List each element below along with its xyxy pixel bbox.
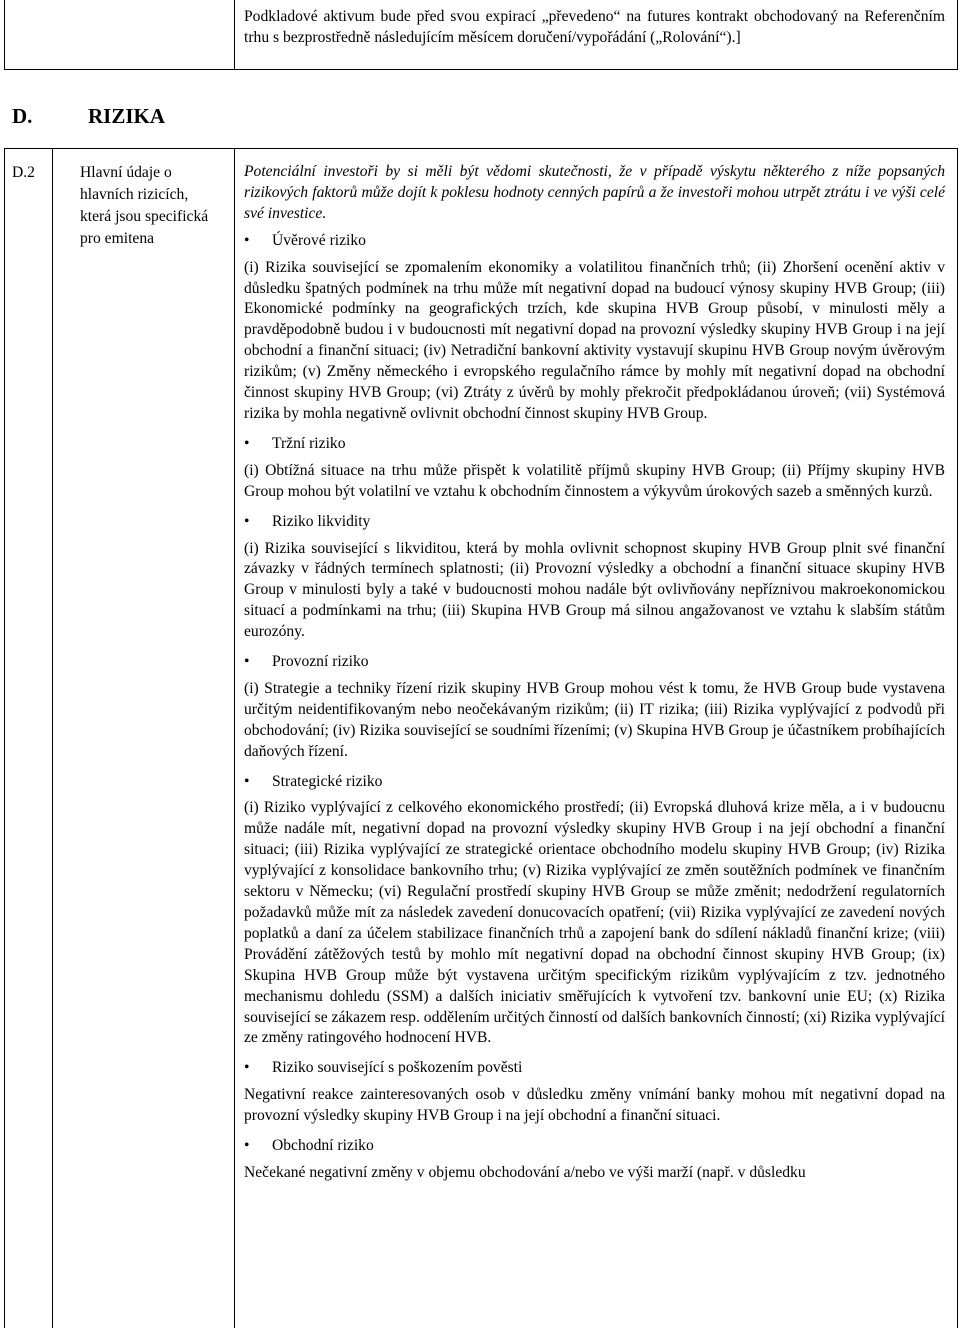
bullet-icon: • xyxy=(244,1059,250,1077)
risk-description: (i) Rizika související se zpomalením ekonomiky a volatilitou finančních trhů; (ii) Zhoršení ocenění aktiv v důsledku špatných podmínek na trhu může mít negativní dopad na budoucí výnosy skupiny HVB Group; (iii) Ekonomické podmínky na geografických trzích, kde skupina HVB Group působí, v minulosti měly a pravděpodobně budou i v budoucnosti mít negativní dopad na provozní výsledky skupiny HVB Group i na její obchodní a finanční situaci; (iv) Netradiční bankovní aktivity vystavují skupinu HVB Group novým úvěrovým rizikům; (v) Změny německého i evropského regulačního rámce by mohly mít negativní dopad na obchodní činnost skupiny HVB Group; (vi) Ztráty z úvěrů by mohly překročit předpokládanou úroveň; (vii) Systémová rizika by mohla negativně ovlivnit obchodní činnost skupiny HVB Group. xyxy=(244,258,945,422)
top-row-text: Podkladové aktivum bude před svou expirací „převedeno“ na futures kontrakt obchodovaný na Referenčním trhu s bezprostředně následujícím měsícem doručení/vypořádání („Rolování“).] xyxy=(244,8,945,46)
risk-description: (i) Riziko vyplývající z celkového ekonomického prostředí; (ii) Evropská dluhová krize měla, a i v budoucnu může nadále mít, negativní dopad na provozní výsledky skupiny HVB Group i na její obchodní a finanční situaci; (iii) Rizika vyplývající ze strategické orientace obchodního modelu skupiny HVB Group; (iv) Rizika vyplývající z konsolidace bankovního trhu; (v) Rizika vyplývající ze změn soutěžních podmínek ve finančním sektoru v Německu; (vi) Regulační prostředí skupiny HVB Group se může změnit; nedodržení regulatorních požadavků může mít za následek zavedení donucovacích opatření; (vii) Rizika vyplývající ze zavedení nových poplatků a daní za účelem stabilizace finančních trhů a zapojení bank do sdílení nákladů finanční krize; (viii) Provádění zátěžových testů by mohlo mít negativní dopad na obchodní činnost skupiny HVB Group; (ix) Skupina HVB Group může být vystavena určitým specifickým rizikům vyplývajícím z tzv. jednotného mechanismu dohledu (SSM) a dalších iniciativ směřujících k vytvoření tzv. bankovní unie EU; (x) Rizika související se zákazem resp. oddělením určitých činností od dalších bankovních činností; (xi) Rizika vyplývající ze změny ratingového hodnocení HVB. xyxy=(244,799,945,1047)
bullet-icon: • xyxy=(244,1137,250,1155)
risk-heading xyxy=(244,1058,945,1079)
column-divider xyxy=(234,149,235,1328)
element-id: D.2 xyxy=(12,164,35,181)
bullet-icon: • xyxy=(244,772,250,790)
risk-description: (i) Strategie a techniky řízení rizik skupiny HVB Group mohou vést k tomu, že HVB Group bude vystavena určitým neidentifikovaným nebo neočekávaným rizikům; (ii) IT rizika; (iii) Rizika vyplývající z podvodů při obchodování; (iv) Rizika související se soudními řízeními; (v) Skupina HVB Group je účastníkem probíhajících daňových řízení. xyxy=(244,679,945,760)
risk-heading xyxy=(244,1136,945,1157)
bullet-icon: • xyxy=(244,231,250,249)
bullet-icon: • xyxy=(244,434,250,452)
risk-list xyxy=(244,231,945,1184)
section-heading xyxy=(12,104,165,129)
risk-description: Nečekané negativní změny v objemu obchodování a/nebo ve výši marží (např. v důsledku xyxy=(244,1163,806,1181)
section-number: D. xyxy=(12,104,33,128)
column-divider xyxy=(52,149,53,1328)
element-content xyxy=(244,162,945,1193)
bullet-icon: • xyxy=(244,512,250,530)
risk-heading xyxy=(244,434,945,455)
risk-heading-label: Riziko likvidity xyxy=(272,512,371,530)
bullet-icon: • xyxy=(244,653,250,671)
element-title: Hlavní údaje o hlavních rizicích, která jsou specifická pro emitena xyxy=(80,164,209,247)
risk-heading xyxy=(244,652,945,673)
risk-heading xyxy=(244,231,945,252)
risk-description: Negativní reakce zainteresovaných osob v důsledku změny vnímání banky mohou mít negativní dopad na provozní výsledky skupiny HVB Group i na její obchodní a finanční situaci. xyxy=(244,1086,945,1125)
risk-heading-label: Strategické riziko xyxy=(272,772,383,790)
risk-description: (i) Rizika související s likviditou, která by mohla ovlivnit schopnost skupiny HVB Group plnit své finanční závazky v řádných termínech splatnosti; (ii) Provozní výsledky a obchodní a finanční situace skupiny HVB Group v minulosti byly a také v budoucnosti mohou nadále být ovlivňovány nepříznivou makroekonomickou situací a podmínkami na trhu; (iii) Skupina HVB Group má silnou angažovanost ve vztahu k slabším státům eurozóny. xyxy=(244,539,945,641)
risk-heading xyxy=(244,772,945,793)
intro-paragraph: Potenciální investoři by si měli být vědomi skutečnosti, že v případě výskytu některého z níže popsaných rizikových faktorů může dojít k poklesu hodnoty cenných papírů a že investoři mohou utrpět ztrátu i ve výši celé své investice. xyxy=(244,163,945,222)
risk-heading-label: Úvěrové riziko xyxy=(272,231,366,249)
risk-heading-label: Tržní riziko xyxy=(272,434,346,452)
risk-description: (i) Obtížná situace na trhu může přispět k volatilitě příjmů skupiny HVB Group; (ii) Příjmy skupiny HVB Group mohou být volatilní ve vztahu k obchodním činnostem a výkyvům úrokových sazeb a směnných kurzů. xyxy=(244,461,945,500)
risk-heading-label: Obchodní riziko xyxy=(272,1137,374,1155)
column-divider xyxy=(234,0,235,69)
risk-heading xyxy=(244,512,945,533)
section-title: RIZIKA xyxy=(88,104,166,128)
risk-heading-label: Riziko související s poškozením pověsti xyxy=(272,1059,523,1077)
risk-heading-label: Provozní riziko xyxy=(272,653,369,671)
